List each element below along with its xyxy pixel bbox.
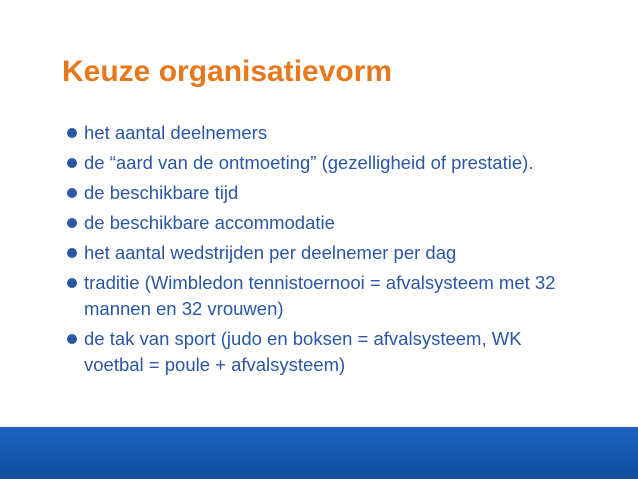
- bullet-text: traditie (Wimbledon tennistoernooi = afvalsysteem met 32 mannen en 32 vrouwen): [84, 272, 556, 319]
- bullet-item-accommodatie: [60, 210, 580, 236]
- footer-band: [0, 427, 638, 479]
- bullet-text: het aantal deelnemers: [84, 122, 268, 143]
- bullet-dot-icon: [67, 158, 77, 168]
- bullet-text: de “aard van de ontmoeting” (gezelligheid of prestatie).: [84, 152, 534, 173]
- bullet-text: de beschikbare accommodatie: [84, 212, 335, 233]
- bullet-item-wedstrijden: [60, 240, 580, 266]
- bullet-item-traditie: [60, 270, 580, 322]
- bullet-item-tijd: [60, 180, 580, 206]
- bullet-dot-icon: [67, 218, 77, 228]
- slide-title: Keuze organisatievorm: [62, 55, 393, 88]
- bullet-text: de beschikbare tijd: [84, 182, 239, 203]
- bullet-item-tak-van-sport: [60, 326, 580, 378]
- bullet-dot-icon: [67, 188, 77, 198]
- bullet-item-deelnemers: [60, 120, 580, 146]
- bullet-text: de tak van sport (judo en boksen = afvalsysteem, WK voetbal = poule + afvalsysteem): [84, 328, 522, 375]
- bullet-dot-icon: [67, 278, 77, 288]
- bullet-dot-icon: [67, 128, 77, 138]
- bullet-text: het aantal wedstrijden per deelnemer per dag: [84, 242, 457, 263]
- bullet-dot-icon: [67, 334, 77, 344]
- bullet-item-aard-ontmoeting: [60, 150, 580, 176]
- bullet-dot-icon: [67, 248, 77, 258]
- bullet-list: [60, 120, 580, 382]
